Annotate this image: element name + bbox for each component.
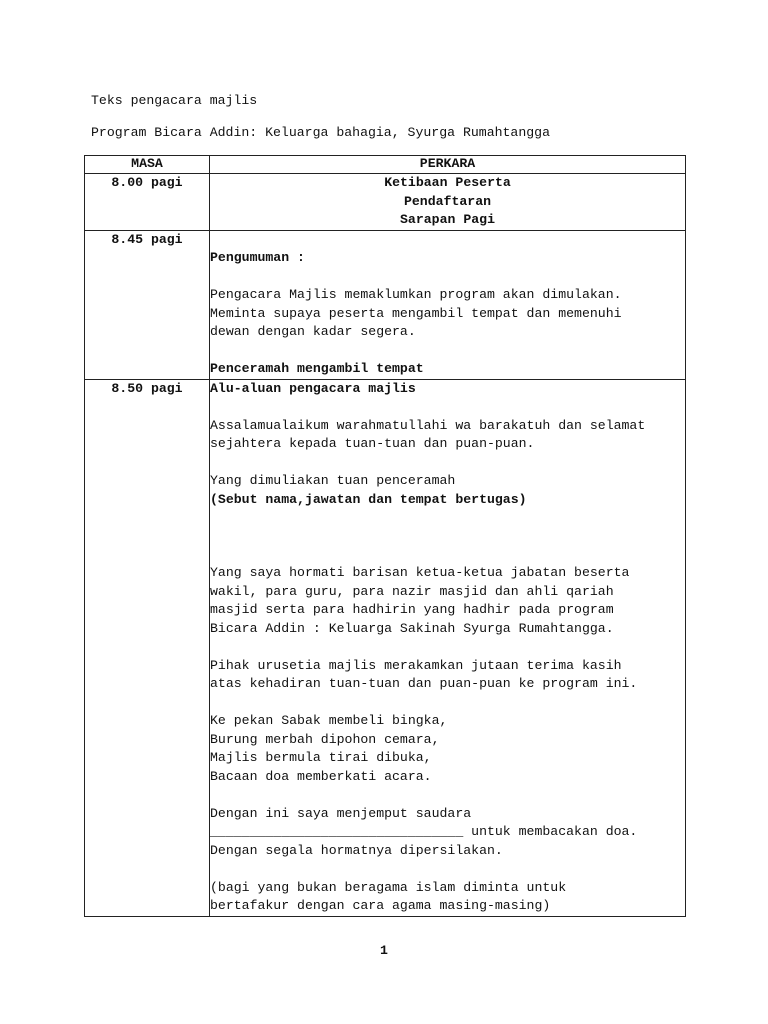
content-line: sejahtera kepada tuan-tuan dan puan-puan. bbox=[210, 436, 535, 451]
content-line: Bicara Addin : Keluarga Sakinah Syurga Rumahtangga. bbox=[210, 620, 614, 636]
content-line: Dengan ini saya menjemput saudara bbox=[210, 805, 472, 821]
section-heading: Alu-aluan pengacara majlis bbox=[210, 380, 416, 396]
document-title: Teks pengacara majlis bbox=[91, 93, 258, 108]
row-time: 8.00 pagi bbox=[85, 174, 210, 231]
row-time: 8.50 pagi bbox=[85, 379, 210, 916]
content-line: Meminta supaya peserta mengambil tempat dan memenuhi bbox=[210, 305, 622, 321]
content-line: Yang dimuliakan tuan penceramah bbox=[210, 473, 456, 488]
pantun-line: Majlis bermula tirai dibuka, bbox=[210, 750, 432, 765]
content-line: Pendaftaran bbox=[403, 193, 492, 209]
header-perkara: PERKARA bbox=[210, 156, 686, 174]
content-line: Pengacara Majlis memaklumkan program akan dimulakan. bbox=[210, 287, 622, 302]
table-row bbox=[85, 174, 686, 231]
row-content bbox=[210, 230, 686, 379]
content-line: Ketibaan Peserta bbox=[384, 175, 511, 190]
content-line: atas kehadiran tuan-tuan dan puan-puan ke program ini. bbox=[210, 676, 638, 691]
content-line: dewan dengan kadar segera. bbox=[210, 324, 416, 339]
row-time: 8.45 pagi bbox=[85, 230, 210, 379]
content-line: masjid serta para hadhirin yang hadhir pada program bbox=[210, 602, 614, 617]
header-masa: MASA bbox=[85, 156, 210, 174]
table-row bbox=[85, 379, 686, 916]
content-line: bertafakur dengan cara agama masing-masing) bbox=[210, 898, 551, 913]
program-title: Program Bicara Addin: Keluarga bahagia, Syurga Rumahtangga bbox=[91, 125, 550, 140]
content-line: Dengan segala hormatnya dipersilakan. bbox=[210, 842, 503, 858]
content-line: Assalamualaikum warahmatullahi wa barakatuh dan selamat bbox=[210, 417, 646, 433]
content-line: wakil, para guru, para nazir masjid dan ahli qariah bbox=[210, 583, 614, 599]
content-line: Yang saya hormati barisan ketua-ketua jabatan beserta bbox=[210, 565, 630, 580]
content-line: (bagi yang bukan beragama islam diminta untuk bbox=[210, 879, 567, 895]
row-content bbox=[210, 379, 686, 916]
content-line: ________________________________ untuk membacakan doa. bbox=[210, 824, 638, 839]
pantun-line: Ke pekan Sabak membeli bingka, bbox=[210, 713, 448, 728]
row-content bbox=[210, 174, 686, 231]
content-line: Sarapan Pagi bbox=[400, 212, 495, 227]
schedule-table bbox=[84, 155, 686, 917]
instruction-note: (Sebut nama,jawatan dan tempat bertugas) bbox=[210, 491, 527, 507]
section-heading: Pengumuman : bbox=[210, 250, 305, 265]
pantun-line: Bacaan doa memberkati acara. bbox=[210, 768, 432, 784]
content-line: Pihak urusetia majlis merakamkan jutaan terima kasih bbox=[210, 657, 622, 673]
pantun-line: Burung merbah dipohon cemara, bbox=[210, 731, 440, 747]
section-footer: Penceramah mengambil tempat bbox=[210, 361, 424, 376]
table-header-row bbox=[85, 156, 686, 174]
table-row bbox=[85, 230, 686, 379]
page-number: 1 bbox=[380, 943, 388, 958]
